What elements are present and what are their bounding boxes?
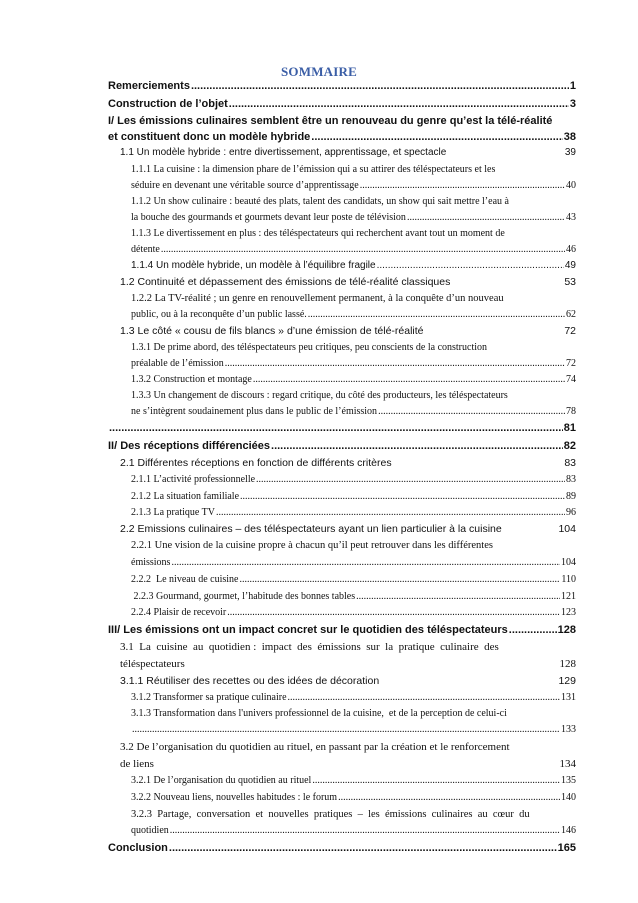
toc-entry-text: 1.1 Un modèle hybride : entre divertissement, apprentissage, et spectacle <box>120 147 447 158</box>
toc-entry-text: Construction de l’objet <box>108 98 228 110</box>
toc-entry-text: III/ Les émissions ont un impact concret sur le quotidien des téléspectateurs <box>108 624 508 636</box>
toc-entry-conclusion[interactable] <box>108 842 576 854</box>
toc-entry-text: I/ Les émissions culinaires semblent être un renouveau du genre qu’est la télé-réalité <box>108 115 553 127</box>
toc-entry-text: la bouche des gourmands et gourmets devant leur poste de télévision <box>131 212 406 223</box>
toc-entry-3-2-1[interactable] <box>131 775 576 786</box>
toc-entry-part-2[interactable] <box>108 440 576 452</box>
toc-entry-text: 2.1 Différentes réceptions en fonction de différents critères <box>120 457 392 469</box>
toc-entry-3-2-3-cont[interactable] <box>131 825 576 836</box>
toc-entry-text: 1.1.2 Un show culinaire : beauté des plats, talent des candidats, un show qui sait mettre l’eau à <box>131 196 509 207</box>
toc-entry-unnamed[interactable] <box>108 422 576 434</box>
dot-leader <box>407 212 565 223</box>
toc-page-number: 110 <box>561 574 576 585</box>
toc-page-number: 74 <box>566 374 576 385</box>
toc-entry-construction[interactable] <box>108 98 576 110</box>
page-title: SOMMAIRE <box>281 64 357 79</box>
toc-entry-1-3-1[interactable] <box>131 342 576 353</box>
dot-leader <box>311 131 562 143</box>
toc-page-number: 62 <box>566 309 576 320</box>
toc-page-number: 46 <box>566 244 576 255</box>
toc-entry-text: 1.3.2 Construction et montage <box>131 374 252 385</box>
toc-page-number: 83 <box>564 457 576 469</box>
dot-leader <box>109 422 563 434</box>
toc-entry-1-1-2[interactable] <box>131 196 576 207</box>
dot-leader <box>271 440 563 452</box>
toc-page-number: 39 <box>564 147 576 158</box>
toc-entry-text: public, ou à la reconquête d’un public lassé. <box>131 309 307 320</box>
dot-leader <box>225 358 565 369</box>
toc-entry-text: 2.2.4 Plaisir de recevoir <box>131 607 227 618</box>
toc-entry-3-2[interactable] <box>120 741 576 753</box>
toc-entry-2-2[interactable] <box>120 523 576 535</box>
toc-entry-1-3-2[interactable] <box>131 374 576 385</box>
toc-entry-3-2-cont[interactable] <box>120 758 576 770</box>
toc-entry-text: quotidien <box>131 825 169 836</box>
toc-entry-text: téléspectateurs <box>120 658 185 670</box>
toc-page-number: 129 <box>558 675 576 687</box>
toc-entry-2-2-1-cont[interactable] <box>131 557 576 568</box>
toc-entry-text: 3.2.1 De l’organisation du quotidien au rituel <box>131 775 312 786</box>
dot-leader <box>360 180 565 191</box>
toc-entry-3-2-3[interactable] <box>131 809 576 820</box>
dot-leader <box>229 98 569 110</box>
toc-entry-text: détente <box>131 244 160 255</box>
toc-entry-text: 2.1.2 La situation familiale <box>131 491 240 502</box>
toc-entry-1-3-3-cont[interactable] <box>131 406 576 417</box>
toc-page-number: 38 <box>563 131 576 143</box>
toc-entry-1-1-3-cont[interactable] <box>131 244 576 255</box>
toc-entry-1-1-3[interactable] <box>131 228 576 239</box>
toc-entry-text: 1.1.1 La cuisine : la dimension phare de l’émission qui a su attirer des téléspectateurs et les <box>131 164 496 175</box>
dot-leader <box>312 775 560 786</box>
toc-entry-text: 3.1.1 Réutiliser des recettes ou des idées de décoration <box>120 675 380 687</box>
toc-entry-text: et constituent donc un modèle hybride <box>108 131 311 143</box>
toc-entry-3-2-2[interactable] <box>131 792 576 803</box>
toc-page-number: 78 <box>566 406 576 417</box>
toc-entry-1-3-1-cont[interactable] <box>131 358 576 369</box>
dot-leader <box>256 474 565 485</box>
toc-page-number: 1 <box>569 80 576 92</box>
dot-leader <box>216 507 565 518</box>
toc-entry-text: 1.3 Le côté « cousu de fils blancs » d’une émission de télé-réalité <box>120 325 424 337</box>
dot-leader <box>356 591 560 602</box>
toc-page-number: 140 <box>561 792 576 803</box>
toc-entry-1-2-2[interactable] <box>131 293 576 304</box>
dot-leader <box>377 260 564 271</box>
toc-entry-text: 2.2 Emissions culinaires – des téléspectateurs ayant un lien particulier à la cuisine <box>120 523 502 535</box>
toc-entry-1-2-2-cont[interactable] <box>131 309 576 320</box>
toc-entry-3-1-2[interactable] <box>131 692 576 703</box>
toc-entry-3-1-3-cont[interactable] <box>131 724 576 735</box>
toc-entry-text: 2.1.3 La pratique TV <box>131 507 215 518</box>
toc-entry-text: 3.1 La cuisine au quotidien : impact des émissions sur la pratique culinaire des <box>120 641 499 653</box>
toc-page-number: 128 <box>557 624 576 636</box>
toc-entry-3-1[interactable] <box>120 641 576 653</box>
dot-leader <box>132 724 560 735</box>
toc-entry-text: II/ Des réceptions différenciées <box>108 440 271 452</box>
toc-entry-text: 1.2 Continuité et dépassement des émissions de télé-réalité classiques <box>120 276 451 288</box>
toc-entry-text: 1.3.1 De prime abord, des téléspectateurs peu critiques, peu conscients de la construction <box>131 342 487 353</box>
dot-leader <box>161 244 565 255</box>
toc-entry-text: 3.1.2 Transformer sa pratique culinaire <box>131 692 287 703</box>
toc-page-number: 53 <box>564 276 576 288</box>
toc-entry-text: 1.3.3 Un changement de discours : regard critique, du côté des producteurs, les téléspectateurs <box>131 390 508 401</box>
toc-entry-1-3-3[interactable] <box>131 390 576 401</box>
toc-entry-1-1-4[interactable] <box>131 260 576 271</box>
dot-leader <box>240 491 565 502</box>
toc-entry-text: émissions <box>131 557 171 568</box>
toc-page-number: 72 <box>564 325 576 337</box>
dot-leader <box>288 692 560 703</box>
dot-leader <box>191 80 569 92</box>
toc-page-number: 83 <box>566 474 576 485</box>
toc-entry-1-1-2-cont[interactable] <box>131 212 576 223</box>
toc-entry-2-2-3[interactable] <box>131 591 576 602</box>
toc-entry-text: Conclusion <box>108 842 168 854</box>
toc-page-number: 82 <box>563 440 576 452</box>
toc-page-number: 40 <box>566 180 576 191</box>
dot-leader <box>253 374 565 385</box>
toc-page-number: 165 <box>557 842 576 854</box>
toc-entry-2-2-1[interactable] <box>131 540 576 551</box>
toc-page-number: 104 <box>561 557 576 568</box>
toc-page-number: 123 <box>561 607 576 618</box>
toc-page-number: 81 <box>563 422 576 434</box>
toc-page-number: 104 <box>558 523 576 535</box>
toc-page-number: 131 <box>561 692 576 703</box>
toc-entry-1-1[interactable] <box>120 147 576 158</box>
toc-entry-3-1-3[interactable] <box>131 708 576 719</box>
toc-page-number: 3 <box>569 98 576 110</box>
toc-page-number: 146 <box>561 825 576 836</box>
dot-leader <box>169 842 557 854</box>
toc-page-number: 121 <box>561 591 576 602</box>
dot-leader <box>308 309 565 320</box>
toc-entry-1-3[interactable] <box>120 325 576 337</box>
toc-entry-2-1[interactable] <box>120 457 576 469</box>
toc-entry-text: 3.2.2 Nouveau liens, nouvelles habitudes : le forum <box>131 792 338 803</box>
dot-leader <box>338 792 560 803</box>
toc-entry-text: 1.1.4 Un modèle hybride, un modèle à l’équilibre fragile <box>131 260 376 271</box>
toc-entry-2-1-2[interactable] <box>131 491 576 502</box>
toc-entry-part-1-cont[interactable] <box>108 131 576 143</box>
toc-entry-text: Remerciements <box>108 80 190 92</box>
dot-leader <box>170 825 560 836</box>
dot-leader <box>171 557 560 568</box>
toc-page-number: 89 <box>566 491 576 502</box>
toc-entry-part-1[interactable] <box>108 115 576 127</box>
toc-page-number: 43 <box>566 212 576 223</box>
toc-page-number: 128 <box>559 658 576 670</box>
toc-entry-2-1-1[interactable] <box>131 474 576 485</box>
dot-leader <box>378 406 565 417</box>
toc-entry-text: 3.1.3 Transformation dans l'univers professionnel de la cuisine, et de la perception de celui-ci <box>131 708 507 719</box>
toc-page-number: 96 <box>566 507 576 518</box>
toc-entry-text: ne s’intègrent soudainement plus dans le public de l’émission <box>131 406 378 417</box>
toc-entry-remerciements[interactable] <box>108 80 576 92</box>
dot-leader <box>239 574 560 585</box>
toc-entry-text: 1.1.3 Le divertissement en plus : des téléspectateurs qui recherchent avant tout un moment de <box>131 228 505 239</box>
toc-entry-3-1-cont[interactable] <box>120 658 576 670</box>
dot-leader <box>509 624 557 636</box>
toc-page-number: 135 <box>561 775 576 786</box>
toc-entry-1-2[interactable] <box>120 276 576 288</box>
toc-entry-text: séduire en devenant une véritable source d’apprentissage <box>131 180 359 191</box>
toc-entry-1-1-1-cont[interactable] <box>131 180 576 191</box>
toc-entry-2-1-3[interactable] <box>131 507 576 518</box>
toc-entry-text: de liens <box>120 758 154 770</box>
toc-entry-text: 2.2.3 Gourmand, gourmet, l’habitude des bonnes tables <box>131 591 356 602</box>
toc-entry-text: 2.2.2 Le niveau de cuisine <box>131 574 239 585</box>
toc-entry-text: 3.2 De l’organisation du quotidien au rituel, en passant par la création et le renforcement <box>120 741 510 753</box>
toc-entry-text: préalable de l’émission <box>131 358 224 369</box>
toc-page-number: 49 <box>564 260 576 271</box>
toc-entry-1-1-1[interactable] <box>131 164 576 175</box>
toc-entry-2-2-4[interactable] <box>131 607 576 618</box>
toc-entry-text: 2.2.1 Une vision de la cuisine propre à chacun qu’il peut retrouver dans les différentes <box>131 540 493 551</box>
toc-entry-2-2-2[interactable] <box>131 574 576 585</box>
toc-entry-text: 1.2.2 La TV-réalité ; un genre en renouvellement permanent, à la conquête d’un nouveau <box>131 293 504 304</box>
toc-page-number: 134 <box>559 758 576 770</box>
toc-entry-3-1-1[interactable] <box>120 675 576 687</box>
toc-entry-part-3[interactable] <box>108 624 576 636</box>
toc-entry-text: 2.1.1 L’activité professionnelle <box>131 474 256 485</box>
toc-page-number: 133 <box>561 724 576 735</box>
toc-entry-text: 3.2.3 Partage, conversation et nouvelles pratiques – les émissions culinaires au cœur du <box>131 809 530 820</box>
dot-leader <box>227 607 560 618</box>
toc-page-number: 72 <box>566 358 576 369</box>
